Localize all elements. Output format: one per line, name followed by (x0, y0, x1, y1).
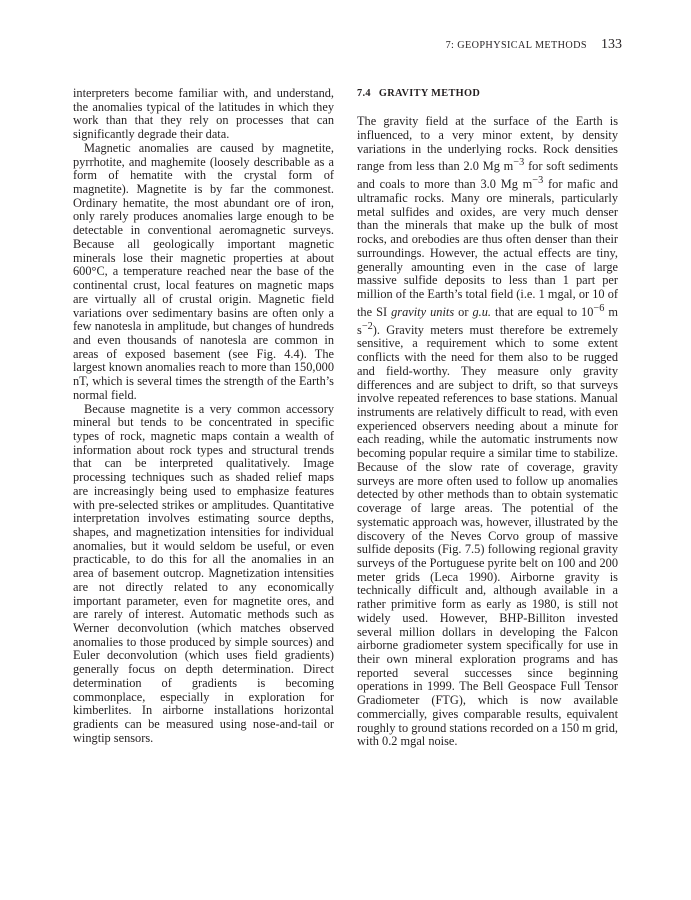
running-head: 7: GEOPHYSICAL METHODS (445, 40, 587, 51)
paragraph: Because magnetite is a very common accessory mineral but tends to be concentrated in specific types of rock, magnetic maps contain a wealth of information about rock types and structural trends that can be interpreted qualitatively. Image processing techniques such as shaded relief maps are increasingly being used to emphasize features with pre-selected strikes or amplitudes. Quantitative interpretation involves estimating source depths, shapes, and magnetization intensities for individual anomalies, but it would seldom be useful, or even practicable, to do this for all the anomalies in an area of basement outcrop. Magnetization intensities are not directly related to any economically important parameter, even for magnetite ores, and are rarely of interest. Automatic methods such as Werner deconvolution (which matches observed anomalies to those produced by simple sources) and Euler deconvolution (which uses field gradients) generally focus on depth determination. Direct determination of gradients is becoming commonplace, especially in exploration for kimberlites. In airborne installations horizontal gradients can be measured using nose-and-tail or wingtip sensors. (73, 401, 334, 745)
superscript: −6 (593, 302, 605, 314)
italic-term: gravity units (391, 304, 455, 319)
text-run: that are equal to 10 (491, 304, 594, 319)
paragraph: interpreters become familiar with, and understand, the anomalies typical of the latitudes in which they work than that they rely on processes that can significantly degrade their data. (73, 86, 334, 142)
section-number: 7.4 (357, 88, 371, 99)
paragraph (357, 115, 618, 749)
superscript: −3 (532, 175, 544, 187)
page-header (446, 37, 622, 53)
paragraph: Magnetic anomalies are caused by magnetite, pyrrhotite, and maghemite (loosely describable as a form of hematite with the crystal form of magnetite). Magnetite is by far the commonest. Ordinary hematite, the most abundant ore of iron, only rarely produces anomalies large enough to be detectable in conventional aeromagnetic surveys. Because all geologically important magnetic minerals lose their magnetic properties at about 600°C, a temperature reached near the base of the continental crust, local features on magnetic maps are virtually all of crustal origin. Magnetic field variations over sedimentary basins are often only a few nanotesla in amplitude, but changes of hundreds and even thousands of nanotesla are common in areas of exposed basement (see Fig. 4.4). The largest known anomalies reach to more than 150,000 nT, which is several times the strength of the Earth’s normal field. (73, 140, 334, 402)
text-run: ). Gravity meters must therefore be extremely sensitive, a requirement which to some extent conflicts with the need for them also to be rugged and field-worthy. They measure only gravity differences and are subject to drift, so that surveys involve repeated references to base stations. Manual instruments are relatively difficult to read, with even experienced observers needing about a minute for each reading, while the automatic instruments now becoming popular require a similar time to stabilize. Because of the slow rate of coverage, gravity surveys are more often used to follow up anomalies detected by other methods than to obtain systematic coverage of large areas. The potential of the systematic approach was, however, illustrated by the discovery of the Neves Corvo group of massive sulfide deposits (Fig. 7.5) following regional gravity surveys of the Portuguese pyrite belt on 100 and 200 meter grids (Leca 1990). Airborne gravity is technically difficult and, although available in a rather primitive form as early as 1980, is still not widely used. However, BHP-Billiton invested several million dollars in developing the Falcon airborne gradiometer system specifically for use in their own mineral exploration programs and has reported several successes since beginning operations in 1999. The Bell Geospace Full Tensor Gradiometer (FTG), which is now available commercially, gives comparable results, equivalent roughly to ground stations recorded on a 150 m grid, with 0.2 mgal noise. (357, 322, 618, 749)
text-run: or (454, 304, 473, 319)
text-run: The gravity field at the surface of the Earth is influenced, to a very minor extent, by density variations in the underlying rocks. Rock densities range from less than 2.0 Mg m (357, 114, 618, 174)
section-heading (357, 87, 618, 101)
page-number: 133 (601, 37, 622, 52)
text-run: for soft sediments and coals to more than 3.0 Mg m (357, 159, 618, 192)
section-title: GRAVITY METHOD (378, 88, 481, 99)
superscript: −2 (361, 320, 373, 332)
left-column (73, 87, 334, 746)
italic-term: g.u. (472, 304, 491, 319)
right-column (357, 87, 618, 749)
text-run: m s (357, 304, 618, 337)
text-run: for mafic and ultramafic rocks. Many ore minerals, particularly metal sulfides and oxides, are very much denser than the minerals that make up the bulk of most rocks, and orebodies are thus often denser than their surroundings. However, the actual effects are tiny, generally amounting even in the case of large massive sulfide deposits to less than 1 part per million of the Earth’s total field (i.e. 1 mgal, or 10 of the SI (357, 177, 618, 319)
superscript: −3 (513, 157, 525, 169)
